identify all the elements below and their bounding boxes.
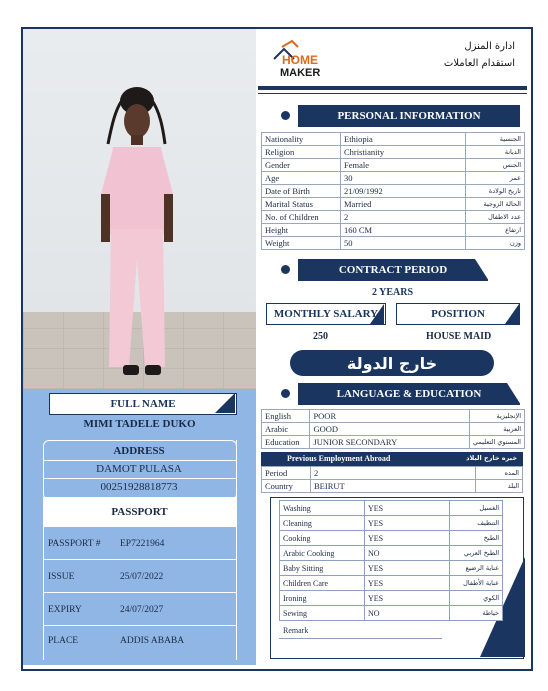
personal-label: Age: [262, 172, 341, 185]
employment-title: Previous Employment Abroad: [287, 454, 391, 463]
skill-value: YES: [365, 591, 450, 606]
candidate-photo: [23, 29, 256, 389]
issue-value: 25/07/2022: [120, 572, 164, 582]
skill-value: NO: [365, 546, 450, 561]
remark-label: Remark: [283, 626, 309, 635]
personal-info-header: [298, 105, 520, 127]
language-table: [261, 409, 525, 449]
skill-arabic: عناية الأطفال: [450, 576, 503, 591]
language-value: POOR: [310, 410, 470, 423]
place-value: ADDIS ABABA: [120, 636, 185, 646]
contract-title: CONTRACT PERIOD: [338, 264, 448, 276]
address-value: DAMOT PULASA: [96, 463, 182, 475]
personal-value: 30: [341, 172, 466, 185]
skill-row: [280, 576, 503, 591]
logo-line1: HOME: [282, 53, 318, 67]
skill-arabic: الكوي: [450, 591, 503, 606]
personal-row: [262, 224, 525, 237]
personal-label: Weight: [262, 237, 341, 250]
employment-table: [261, 466, 523, 493]
contract-period-value: 2 YEARS: [371, 287, 414, 298]
full-name-label: FULL NAME: [49, 393, 237, 415]
skill-label: Children Care: [280, 576, 365, 591]
employment-value: 2: [311, 467, 476, 480]
personal-arabic: الحالة الزوجية: [466, 198, 525, 211]
skill-label: Ironing: [280, 591, 365, 606]
address-label: ADDRESS: [113, 445, 165, 457]
skill-arabic: الغسيل: [450, 501, 503, 516]
personal-value: 160 CM: [341, 224, 466, 237]
employment-arabic: البلد: [476, 480, 523, 493]
personal-label: Marital Status: [262, 198, 341, 211]
skill-arabic: خياطة: [450, 606, 503, 621]
personal-arabic: الجنس: [466, 159, 525, 172]
personal-arabic: الجنسية: [466, 133, 525, 146]
skill-label: Cooking: [280, 531, 365, 546]
personal-value: Married: [341, 198, 466, 211]
personal-arabic: عدد الاطفال: [466, 211, 525, 224]
personal-row: [262, 237, 525, 250]
employment-label: Country: [262, 480, 311, 493]
salary-value: 250: [313, 331, 328, 342]
header-bar-thin: [258, 93, 527, 94]
bullet-icon: [281, 389, 290, 398]
skill-arabic: الطبخ: [450, 531, 503, 546]
passport-no-label: PASSPORT #: [48, 539, 101, 549]
personal-info-table: [261, 132, 525, 250]
language-label: Arabic: [262, 423, 310, 436]
language-value: JUNIOR SECONDARY: [310, 436, 470, 449]
language-header: [298, 383, 520, 405]
phone-value: 00251928818773: [100, 481, 178, 493]
expiry-value: 24/07/2027: [120, 605, 164, 615]
skill-value: YES: [365, 516, 450, 531]
full-name-notch: [215, 393, 235, 413]
personal-info-title: PERSONAL INFORMATION: [337, 110, 481, 122]
skill-label: Cleaning: [280, 516, 365, 531]
employment-header: [261, 452, 523, 466]
personal-row: [262, 198, 525, 211]
employment-row: [262, 480, 523, 493]
language-arabic: الإنجليزية: [470, 410, 525, 423]
personal-arabic: ارتفاع: [466, 224, 525, 237]
left-panel: [23, 29, 256, 665]
skill-arabic: عناية الرضيع: [450, 561, 503, 576]
personal-arabic: عمر: [466, 172, 525, 185]
skill-value: YES: [365, 531, 450, 546]
header-bar: [258, 86, 527, 90]
language-title: LANGUAGE & EDUCATION: [336, 388, 482, 400]
logo-arabic2: استقدام العاملات: [443, 58, 515, 69]
position-value: HOUSE MAID: [426, 331, 492, 342]
contract-header: [298, 259, 488, 281]
skill-value: YES: [365, 576, 450, 591]
personal-value: Ethiopia: [341, 133, 466, 146]
skill-arabic: الطبخ العربي: [450, 546, 503, 561]
personal-value: 50: [341, 237, 466, 250]
position-label: POSITION: [396, 303, 520, 325]
personal-label: Religion: [262, 146, 341, 159]
skill-value: YES: [365, 561, 450, 576]
skill-row: [280, 591, 503, 606]
right-panel: [258, 29, 527, 665]
personal-row: [262, 211, 525, 224]
employment-value: BEIRUT: [311, 480, 476, 493]
skill-label: Sewing: [280, 606, 365, 621]
personal-row: [262, 159, 525, 172]
language-arabic: المستوي التعليمي: [470, 436, 525, 449]
skill-value: YES: [365, 501, 450, 516]
full-name-value: MIMI TADELE DUKO: [83, 418, 196, 430]
issue-label: ISSUE: [48, 572, 75, 582]
language-row: [262, 423, 525, 436]
skill-label: Washing: [280, 501, 365, 516]
personal-value: Female: [341, 159, 466, 172]
skill-row: [280, 606, 503, 621]
skill-label: Arabic Cooking: [280, 546, 365, 561]
personal-arabic: وزن: [466, 237, 525, 250]
language-row: [262, 410, 525, 423]
personal-label: Gender: [262, 159, 341, 172]
place-label: PLACE: [48, 636, 79, 646]
personal-value: 2: [341, 211, 466, 224]
language-label: English: [262, 410, 310, 423]
personal-arabic: الديانة: [466, 146, 525, 159]
personal-label: No. of Children: [262, 211, 341, 224]
home-maker-logo: [268, 39, 338, 83]
personal-value: 21/09/1992: [341, 185, 466, 198]
passport-label: PASSPORT: [43, 497, 236, 527]
skill-value: NO: [365, 606, 450, 621]
employment-title-ar: خبره خارج البلاد: [466, 454, 517, 462]
employment-label: Period: [262, 467, 311, 480]
logo-arabic1: ادارة المنزل: [464, 41, 515, 52]
personal-label: Height: [262, 224, 341, 237]
arabic-banner: خارج الدولة: [290, 350, 494, 376]
skill-row: [280, 501, 503, 516]
personal-row: [262, 133, 525, 146]
language-arabic: العربية: [470, 423, 525, 436]
personal-value: Christianity: [341, 146, 466, 159]
salary-label: MONTHLY SALARY: [266, 303, 386, 325]
logo-line2: MAKER: [280, 67, 321, 79]
personal-row: [262, 146, 525, 159]
language-row: [262, 436, 525, 449]
skill-row: [280, 516, 503, 531]
expiry-label: EXPIRY: [48, 605, 82, 615]
personal-arabic: تاريخ الولادة: [466, 185, 525, 198]
personal-label: Nationality: [262, 133, 341, 146]
passport-no-value: EP7221964: [120, 539, 165, 549]
language-value: GOOD: [310, 423, 470, 436]
language-label: Education: [262, 436, 310, 449]
personal-row: [262, 172, 525, 185]
employment-row: [262, 467, 523, 480]
personal-row: [262, 185, 525, 198]
bullet-icon: [281, 111, 290, 120]
skill-arabic: التنظيف: [450, 516, 503, 531]
skill-row: [280, 561, 503, 576]
skill-row: [280, 531, 503, 546]
skill-label: Baby Sitting: [280, 561, 365, 576]
employment-arabic: المده: [476, 467, 523, 480]
personal-label: Date of Birth: [262, 185, 341, 198]
skill-row: [280, 546, 503, 561]
skills-table: [279, 500, 503, 621]
bullet-icon: [281, 265, 290, 274]
